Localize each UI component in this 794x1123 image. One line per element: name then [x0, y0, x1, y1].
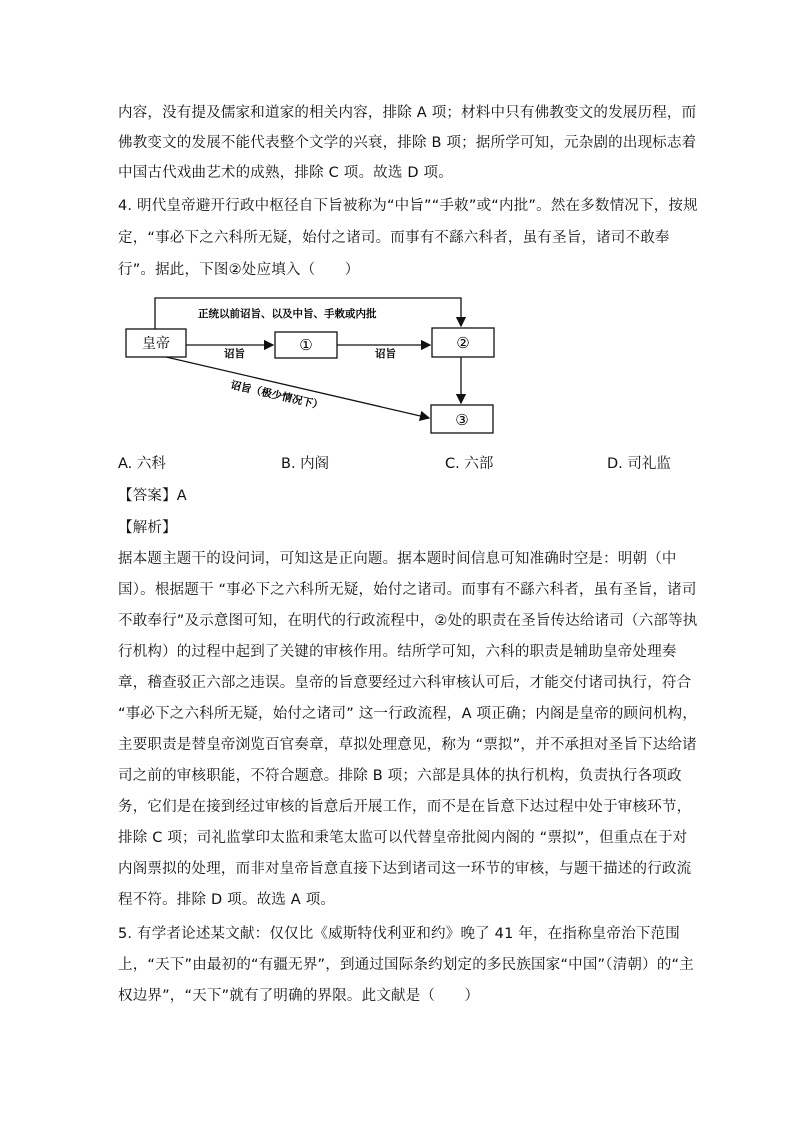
diagonal-arrow: [166, 357, 429, 418]
emperor-label: 皇帝: [142, 336, 170, 352]
question-4-stem: 行”。据此，下图②处应填入（ ）: [118, 262, 360, 278]
answer-label: 【答案】A: [118, 488, 187, 504]
analysis-line: 章，稽查驳正六部之违误。皇帝的旨意要经过六科审核认可后，才能交付诸司执行，符合: [118, 675, 692, 691]
analysis-line: 内阁票拟的处理，而非对皇帝旨意直接下达到诸司这一环节的审核，与题干描述的行政流: [118, 861, 692, 877]
analysis-line: 司之前的审核职能，不符合题意。排除 B 项；六部是具体的执行机构，负责执行各项政: [118, 768, 682, 784]
option-b: B. 内阁: [281, 456, 330, 472]
question-5-stem: 上，“天下”由最初的“有疆无界”，到通过国际条约划定的多民族国家“中国”（清朝）的“主: [118, 957, 694, 973]
analysis-line: 国）。根据题干 “事必下之六科所无疑，始付之诸司。而事有不繇六科者，虽有圣旨，诸司: [118, 582, 697, 598]
edict-label-2: 诏旨: [375, 348, 396, 360]
question-4-stem: 4. 明代皇帝避开行政中枢径自下旨被称为“中旨”“手敕”或“内批”。然在多数情况下，按规: [118, 198, 698, 214]
analysis-line: 主要职责是替皇帝浏览百官奏章，草拟处理意见，称为 “票拟”，并不承担对圣旨下达给诸: [118, 737, 697, 753]
intro-line: 佛教变文的发展不能代表整个文学的兴衰，排除 B 项；据所学可知，元杂剧的出现标志着: [118, 135, 697, 151]
question-5-stem: 权边界”，“天下”就有了明确的界限。此文献是（ ）: [118, 988, 480, 1004]
box-2-label: ②: [456, 334, 470, 352]
analysis-line: 务，它们是在接到经过审核的旨意后开展工作，而不是在旨意下达过程中处于审核环节，: [118, 799, 692, 815]
analysis-line: “事必下之六科所无疑，始付之诸司” 这一行政流程，A 项正确；内阁是皇帝的顾问机构，: [118, 706, 698, 722]
analysis-line: 据本题主题干的设问词，可知这是正向题。据本题时间信息可知准确时空是：明朝（中: [118, 551, 677, 567]
option-d: D. 司礼监: [607, 456, 671, 472]
diagonal-label: 诏旨（极少情况下）: [229, 379, 325, 413]
intro-line: 中国古代戏曲艺术的成熟，排除 C 项。故选 D 项。: [118, 165, 453, 181]
option-a: A. 六科: [118, 456, 166, 472]
intro-line: 内容，没有提及儒家和道家的相关内容，排除 A 项；材料中只有佛教变文的发展历程，而: [118, 105, 697, 121]
analysis-title: 【解析】: [118, 520, 177, 536]
edict-label-1: 诏旨: [224, 348, 245, 360]
top-path-label: 正统以前诏旨、以及中旨、手敕或内批: [198, 308, 377, 320]
analysis-line: 程不符。排除 D 项。故选 A 项。: [118, 892, 336, 908]
box-3-label: ③: [455, 411, 469, 429]
box-1-label: ①: [299, 336, 313, 354]
option-c: C. 六部: [445, 456, 494, 472]
analysis-line: 排除 C 项；司礼监掌印太监和秉笔太监可以代替皇帝批阅内阁的 “票拟”，但重点在于对: [118, 830, 688, 846]
flow-diagram: [118, 290, 518, 440]
question-5-stem: 5. 有学者论述某文献：仅仅比《威斯特伐利亚和约》晚了 41 年，在指称皇帝治下范围: [118, 926, 681, 942]
analysis-line: 行机构）的过程中起到了关键的审核作用。结所学可知，六科的职责是辅助皇帝处理奏: [118, 644, 677, 660]
analysis-line: 不敢奉行”及示意图可知，在明代的行政流程中，②处的职责在圣旨传达给诸司（六部等执: [118, 613, 698, 629]
question-4-stem: 定，“事必下之六科所无疑，始付之诸司。而事有不繇六科者，虽有圣旨，诸司不敢奉: [118, 230, 670, 246]
